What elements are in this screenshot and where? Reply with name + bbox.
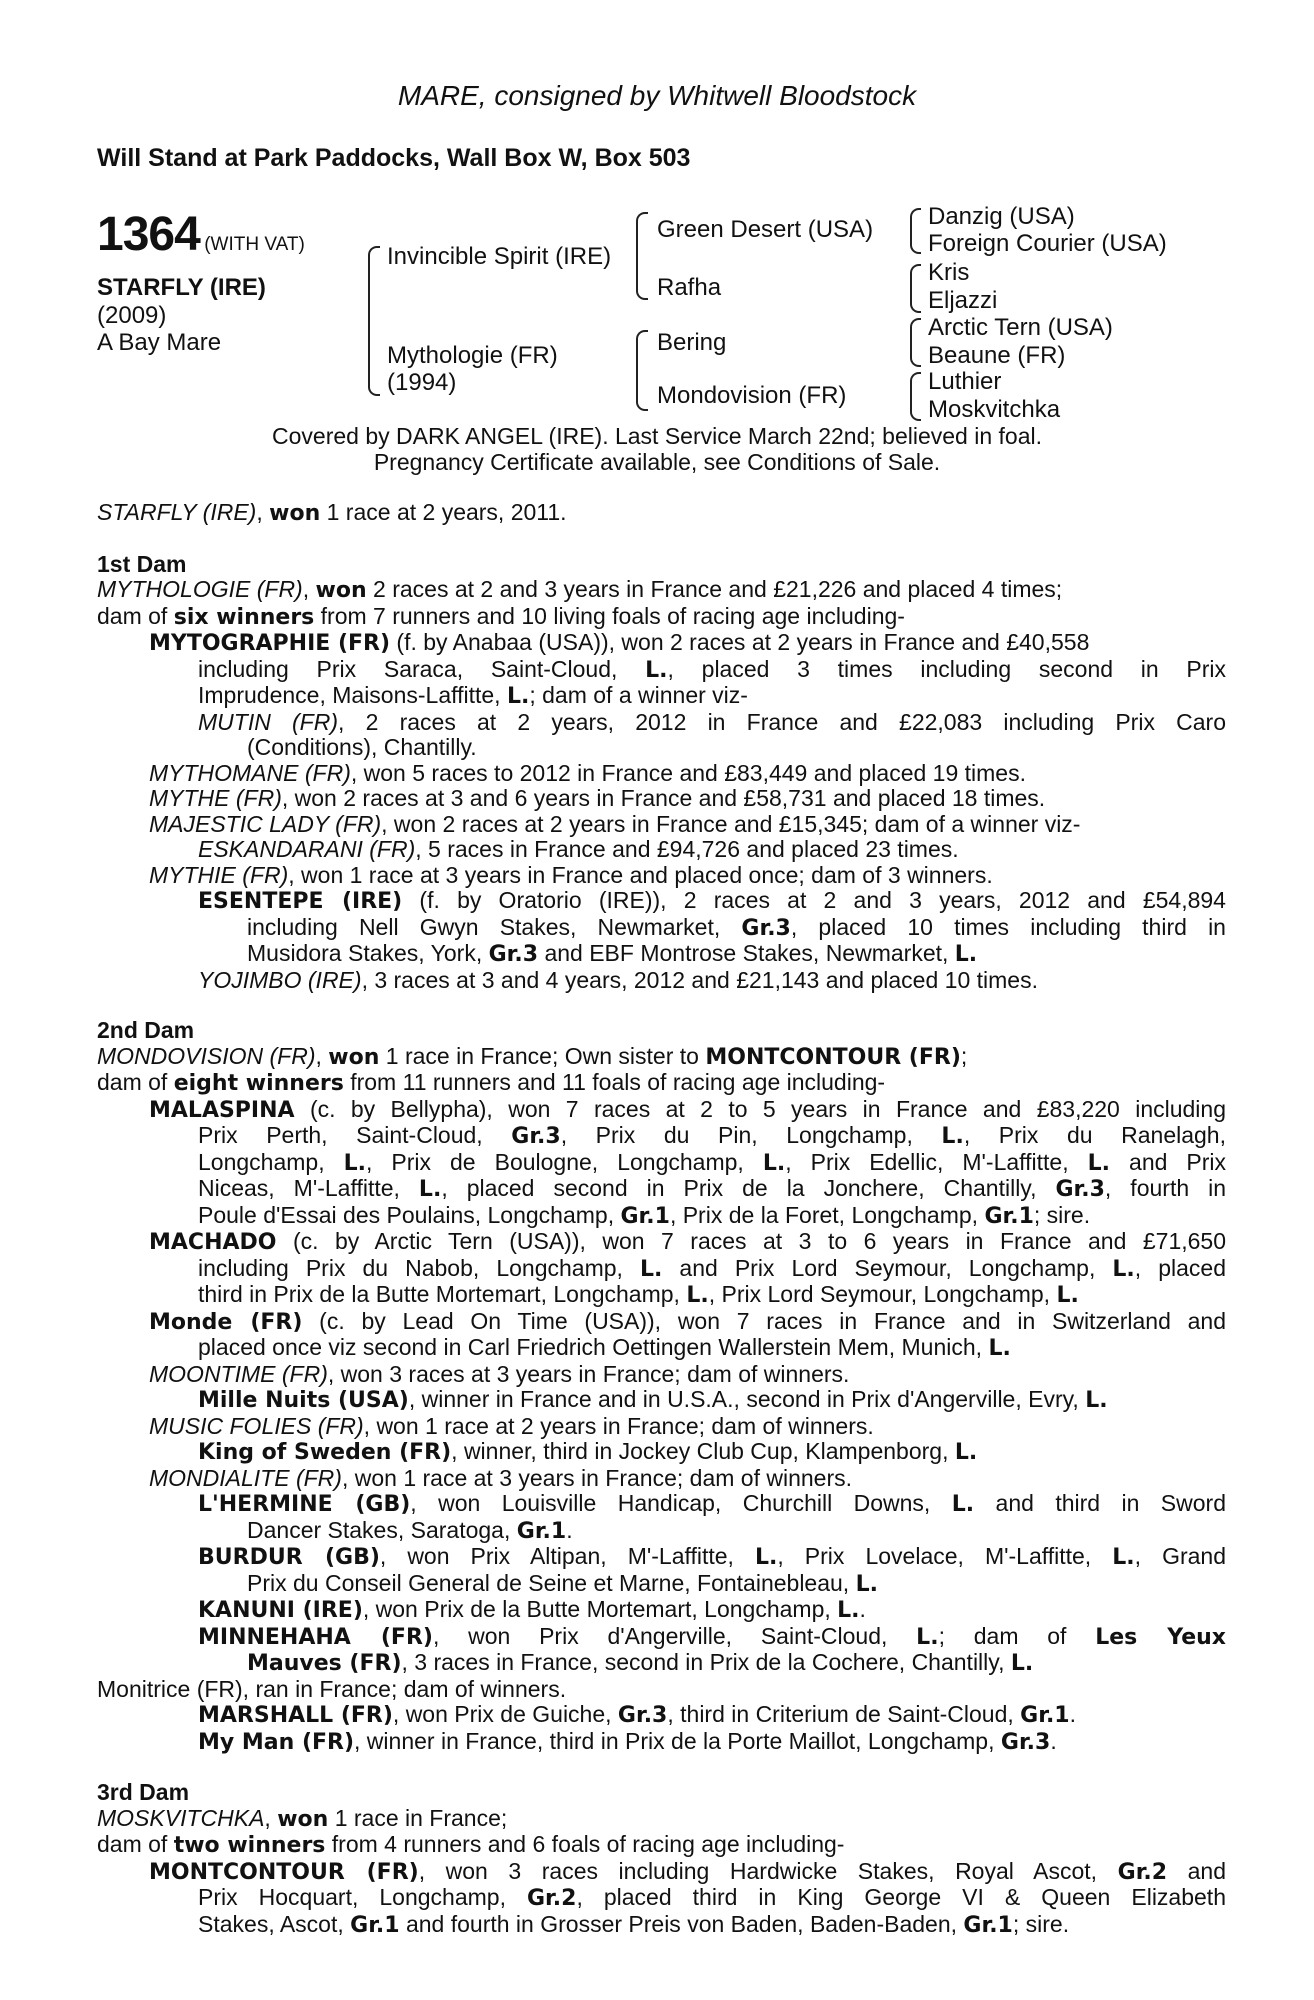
pedigree-brace-ss (910, 208, 921, 254)
text: (c. by Lead On Time (USA)), won 7 races in France and in Switzerland and (302, 1307, 1226, 1334)
second-dam-heading: 2nd Dam (97, 1017, 195, 1043)
list-item (97, 1729, 1226, 1756)
grade: L. (1112, 1256, 1135, 1282)
text: , Grand (1134, 1543, 1226, 1569)
pedigree-dsd: Beaune (FR) (928, 342, 1066, 369)
text: from 11 runners and 11 foals of racing age including- (343, 1069, 886, 1095)
pedigree-sss: Danzig (USA) (928, 203, 1075, 230)
list-item (97, 1624, 1226, 1651)
text: Longchamp, (198, 1148, 344, 1175)
list-item-cont (97, 1335, 1226, 1362)
grade: Gr.3 (617, 1703, 668, 1728)
horse-name: Mauves (FR) (247, 1651, 402, 1676)
grade: L. (916, 1624, 939, 1650)
list-item-cont (97, 1885, 1226, 1912)
grade: L. (762, 1150, 786, 1176)
horse-name: MONDIALITE (FR) (149, 1464, 342, 1491)
first-dam-rest: 2 races at 2 and 3 years in France and £21,226 and placed 4 times; (366, 576, 1063, 602)
text: 1 race in France; Own sister to (379, 1042, 706, 1069)
text: won (328, 1044, 380, 1070)
pregnancy-note: Pregnancy Certificate available, see Conditions of Sale. (373, 449, 941, 475)
text: , won Prix de Guiche, (392, 1701, 618, 1727)
list-item (97, 1097, 1226, 1124)
text: from 4 runners and 6 foals of racing age including- (325, 1831, 845, 1857)
text: , won 2 races at 3 and 6 years in France and £58,731 and placed 18 times. (281, 785, 1046, 811)
list-item-cont (97, 1650, 1226, 1677)
grade: L. (1112, 1545, 1135, 1570)
second-dam-produce-line (97, 1070, 1226, 1097)
lot-block (97, 207, 305, 262)
text: including Prix Saraca, Saint-Cloud, (198, 655, 646, 682)
horse-name: MUSIC FOLIES (FR) (149, 1412, 364, 1439)
list-item-cont (97, 1203, 1226, 1230)
grade: L. (1010, 1651, 1034, 1676)
text: , third in Criterium de Saint-Cloud, (667, 1701, 1021, 1727)
grade: Gr.3 (1000, 1729, 1051, 1755)
pedigree-dam-dam: Mondovision (FR) (657, 382, 847, 409)
grade: L. (1056, 1283, 1079, 1308)
first-dam-name: MYTHOLOGIE (FR) (97, 576, 303, 602)
text: Prix Hocquart, Longchamp, (198, 1884, 527, 1910)
text: , won Prix de la Butte Mortemart, Longchamp, (362, 1596, 838, 1622)
list-item-cont (97, 1256, 1226, 1283)
pedigree-dam: Mythologie (FR) (387, 342, 558, 369)
pedigree-brace-ds (910, 318, 921, 367)
horse-name: ESKANDARANI (FR) (198, 836, 416, 862)
grade: Gr.1 (620, 1203, 670, 1229)
pedigree-dam-year: (1994) (387, 369, 457, 396)
text: third in Prix de la Butte Mortemart, Longchamp, (198, 1281, 687, 1307)
list-item-cont (97, 1123, 1226, 1150)
list-item (97, 1544, 1226, 1571)
first-dam-won: won (315, 578, 367, 603)
text: , won Prix d'Angerville, Saint-Cloud, (432, 1622, 917, 1649)
text: Prix Perth, Saint-Cloud, (198, 1122, 512, 1148)
horse-name: ESENTEPE (IRE) (198, 889, 403, 914)
winners-count: two winners (173, 1833, 326, 1858)
horse-name: Monde (FR) (149, 1309, 303, 1335)
horse-description: A Bay Mare (97, 329, 222, 356)
text: Niceas, M'-Laffitte, (198, 1175, 419, 1201)
text: dam of (97, 1831, 174, 1857)
grade: Gr.2 (527, 1886, 577, 1911)
pedigree-sdd: Eljazzi (928, 287, 998, 314)
list-item (97, 1466, 1226, 1492)
text: , winner in France, third in Prix de la Porte Maillot, Longchamp, (354, 1727, 1001, 1754)
third-dam-line: MOSKVITCHKA, won 1 race in France; (97, 1804, 508, 1832)
text: , placed 3 times including second in Prix (667, 655, 1226, 682)
text: and fourth in Grosser Preis von Baden, Baden-Baden, (399, 1910, 964, 1937)
list-item-cont (97, 657, 1226, 684)
list-item-cont (97, 941, 1226, 968)
third-dam-name: MOSKVITCHKA (97, 1804, 265, 1831)
text: Stakes, Ascot, (198, 1910, 351, 1937)
lot-number: 1364 (97, 208, 200, 261)
grade: L. (639, 1256, 663, 1282)
grade: L. (954, 1440, 978, 1465)
list-item (97, 1597, 1226, 1624)
text: , placed (1134, 1254, 1227, 1281)
grade: L. (988, 1336, 1011, 1361)
pedigree-brace-dam (636, 330, 648, 411)
horse-name: MOONTIME (FR) (149, 1360, 328, 1387)
list-item (97, 630, 1226, 657)
text: (c. by Bellypha), won 7 races at 2 to 5 years in France and £83,220 including (294, 1095, 1226, 1122)
grade: Gr.1 (516, 1518, 567, 1544)
text: Poule d'Essai des Poulains, Longchamp, (198, 1201, 621, 1228)
grade: Gr.3 (511, 1124, 561, 1149)
list-item (97, 1387, 1226, 1414)
list-item (97, 1702, 1226, 1729)
vat-note: (WITH VAT) (204, 234, 305, 255)
first-dam-produce-line (97, 604, 1226, 631)
covered-note: Covered by DARK ANGEL (IRE). Last Service March 22nd; believed in foal. (272, 423, 1042, 449)
text: , fourth in (1104, 1175, 1227, 1201)
grade: L. (343, 1150, 366, 1176)
horse-name: MALASPINA (149, 1097, 295, 1123)
pedigree-brace-dd (910, 372, 921, 421)
text: ; dam of a winner viz- (529, 682, 748, 708)
text: 1 race in France; (328, 1804, 508, 1831)
text: , won 5 races to 2012 in France and £83,449 and placed 19 times. (350, 759, 1026, 786)
horse-name: Les Yeux (1095, 1624, 1226, 1650)
horse-name: MUTIN (FR) (198, 708, 338, 735)
text: , 3 races in France, second in Prix de la Cochere, Chantilly, (401, 1649, 1011, 1675)
list-item-cont (97, 1518, 1226, 1545)
list-item-cont (97, 1176, 1226, 1203)
third-dam-produce-line (97, 1832, 1226, 1859)
text: including Prix du Nabob, Longchamp, (198, 1254, 640, 1281)
text: , Prix Lovelace, M'-Laffitte, (777, 1543, 1113, 1569)
horse-name: My Man (FR) (198, 1729, 355, 1755)
text: , Prix de la Foret, Longchamp, (669, 1201, 985, 1228)
text: , won 1 race at 3 years in France; dam of winners. (341, 1464, 853, 1491)
list-item-cont (97, 915, 1226, 942)
text: , placed third in King George VI & Queen Elizabeth (576, 1884, 1226, 1910)
text: ; sire. (1033, 1201, 1091, 1228)
grade: L. (1087, 1150, 1111, 1176)
grade: L. (506, 684, 530, 709)
grade: L. (686, 1283, 709, 1308)
text: Imprudence, Maisons-Laffitte, (198, 682, 507, 708)
horse-name: MYTHIE (FR) (149, 861, 289, 888)
text: ; sire. (1012, 1910, 1070, 1937)
text: , won 1 race at 2 years in France; dam of winners. (363, 1412, 874, 1439)
text: . (1050, 1727, 1057, 1754)
winners-count: eight winners (173, 1071, 344, 1096)
grade: L. (418, 1177, 442, 1202)
winners-count: six winners (173, 604, 315, 630)
text: , winner in France and in U.S.A., second in Prix d'Angerville, Evry, (408, 1386, 1086, 1412)
horse-name: MINNEHAHA (FR) (198, 1624, 433, 1650)
pedigree-sds: Kris (928, 259, 970, 286)
grade: L. (837, 1598, 860, 1623)
horse-name: STARFLY (IRE) (97, 274, 266, 301)
horse-name: KANUNI (IRE) (198, 1598, 363, 1623)
grade: L. (754, 1545, 778, 1570)
list-item (97, 1362, 1226, 1388)
text: Musidora Stakes, York, (247, 940, 489, 966)
text: including Nell Gwyn Stakes, Newmarket, (247, 913, 742, 940)
horse-name: Mille Nuits (USA) (198, 1388, 409, 1413)
grade: L. (855, 1571, 878, 1597)
grade: Gr.3 (741, 915, 791, 941)
text: . (859, 1596, 866, 1622)
text: Prix du Conseil General de Seine et Marne, Fontainebleau, (247, 1569, 856, 1596)
text: , won 1 race at 3 years in France and placed once; dam of 3 winners. (288, 861, 993, 888)
page-title: MARE, consigned by Whitwell Bloodstock (397, 80, 917, 111)
text: from 7 runners and 10 living foals of racing age including- (314, 602, 905, 629)
text: (Conditions), Chantilly. (247, 734, 477, 760)
text: , placed 10 times including third in (790, 913, 1226, 940)
pedigree-brace-sd (910, 264, 921, 313)
first-dam-heading: 1st Dam (97, 550, 187, 577)
list-item-cont (97, 1282, 1226, 1309)
text: , 3 races at 3 and 4 years, 2012 and £21,143 and placed 10 times. (361, 966, 1038, 993)
pedigree-sire-dam: Rafha (657, 274, 722, 301)
grade: Gr.1 (984, 1203, 1034, 1229)
pedigree-sire: Invincible Spirit (IRE) (387, 243, 612, 270)
list-item-cont (97, 1150, 1226, 1177)
text: , won 3 races including Hardwicke Stakes, Royal Ascot, (418, 1857, 1118, 1884)
pedigree-brace-sire (636, 212, 648, 300)
text: , won Louisville Handicap, Churchill Downs, (410, 1490, 952, 1516)
intro-won: won (269, 501, 321, 526)
horse-name: MYTHE (FR) (149, 785, 282, 811)
text: , 2 races at 2 years, 2012 in France and £22,083 including Prix Caro (338, 708, 1227, 735)
catalogue-body (97, 500, 1226, 1938)
text: ; (960, 1042, 968, 1069)
grade: Gr.3 (488, 942, 539, 967)
text: (f. by Oratorio (IRE)), 2 races at 2 and 3 years, 2012 and £54,894 (402, 887, 1226, 913)
pedigree-ssd: Foreign Courier (USA) (928, 230, 1167, 257)
grade: Gr.1 (350, 1912, 400, 1938)
horse-name: MYTHOMANE (FR) (149, 759, 351, 786)
list-item-cont (97, 735, 1226, 761)
list-item (97, 1439, 1226, 1466)
list-item-cont (97, 1571, 1226, 1598)
text: , won 3 races at 3 years in France; dam of winners. (327, 1360, 850, 1387)
list-item (97, 968, 1226, 994)
grade: Gr.1 (1020, 1703, 1070, 1728)
text: and Prix Lord Seymour, Longchamp, (662, 1254, 1113, 1281)
list-item (97, 1309, 1226, 1336)
list-item (97, 710, 1226, 736)
intro-rest: 1 race at 2 years, 2011. (320, 499, 567, 525)
second-dam-name: MONDOVISION (FR) (97, 1042, 316, 1069)
text: , winner, third in Jockey Club Cup, Klampenborg, (451, 1438, 955, 1464)
list-item (97, 812, 1226, 838)
grade: L. (954, 942, 978, 967)
horse-name: MONTCONTOUR (FR) (705, 1044, 961, 1070)
second-dam-line: MONDOVISION (FR), won 1 race in France; Own sister to MONTCONTOUR (FR); (97, 1042, 968, 1070)
text: , Prix du Pin, Longchamp, (560, 1122, 942, 1148)
intro-line: STARFLY (IRE), won 1 race at 2 years, 2011. (97, 499, 567, 526)
horse-year: (2009) (97, 302, 167, 329)
text: dam of (97, 1069, 174, 1095)
horse-name: MAJESTIC LADY (FR) (149, 810, 382, 837)
grade: Gr.2 (1117, 1859, 1168, 1885)
text: and (1167, 1857, 1227, 1884)
text: , Prix du Ranelagh, (963, 1122, 1226, 1148)
horse-name: MARSHALL (FR) (198, 1703, 393, 1728)
list-item (97, 786, 1226, 812)
horse-name: MACHADO (149, 1230, 277, 1255)
list-item (97, 837, 1226, 863)
pedigree-dss: Arctic Tern (USA) (928, 314, 1113, 341)
pedigree-ddd: Moskvitchka (928, 396, 1061, 423)
list-item (97, 1491, 1226, 1518)
grade: Gr.3 (1055, 1177, 1105, 1202)
stand-location: Will Stand at Park Paddocks, Wall Box W, Box 503 (97, 144, 691, 172)
text: , Prix de Boulogne, Longchamp, (366, 1148, 763, 1175)
list-item (97, 761, 1226, 787)
first-dam-line: MYTHOLOGIE (FR), won 2 races at 2 and 3 years in France and £21,226 and placed 4 times; (97, 576, 1063, 603)
list-item-cont (97, 1912, 1226, 1939)
text: and third in Sword (974, 1490, 1226, 1516)
list-item-cont (97, 683, 1226, 710)
horse-name: MYTOGRAPHIE (FR) (149, 631, 391, 656)
text: , placed second in Prix de la Jonchere, Chantilly, (441, 1175, 1056, 1201)
grade: Gr.1 (963, 1912, 1013, 1938)
text: (c. by Arctic Tern (USA)), won 7 races at 3 to 6 years in France and £71,650 (276, 1228, 1226, 1254)
horse-name: King of Sweden (FR) (198, 1440, 452, 1465)
pedigree-brace-main (368, 246, 380, 396)
text: . (1069, 1701, 1076, 1727)
list-item (97, 888, 1226, 915)
list-item (97, 1859, 1226, 1886)
pedigree-sire-sire: Green Desert (USA) (657, 216, 874, 243)
grade: L. (941, 1124, 964, 1149)
text: , won 2 races at 2 years in France and £15,345; dam of a winner viz- (381, 810, 1081, 837)
third-dam-heading: 3rd Dam (97, 1779, 190, 1805)
horse-name: MONTCONTOUR (FR) (149, 1859, 419, 1885)
text: Dancer Stakes, Saratoga, (247, 1516, 517, 1543)
pedigree-dam-sire: Bering (657, 329, 727, 356)
text: and Prix (1110, 1148, 1227, 1175)
text: , 5 races in France and £94,726 and placed 23 times. (415, 836, 959, 862)
text: placed once viz second in Carl Friedrich Oettingen Wallerstein Mem, Munich, (198, 1334, 989, 1360)
text: ; dam of (938, 1622, 1096, 1649)
grade: L. (951, 1492, 975, 1517)
pedigree-dds: Luthier (928, 368, 1002, 395)
grade: L. (1085, 1388, 1108, 1413)
text: , Prix Edellic, M'-Laffitte, (785, 1148, 1088, 1175)
horse-name: L'HERMINE (GB) (198, 1492, 411, 1517)
grade: L. (645, 657, 668, 683)
list-item (97, 863, 1226, 889)
horse-name: YOJIMBO (IRE) (198, 966, 362, 993)
text: won (277, 1806, 329, 1832)
list-item: Monitrice (FR), ran in France; dam of winners. (97, 1675, 567, 1702)
text: dam of (97, 602, 174, 629)
text: , won Prix Altipan, M'-Laffitte, (379, 1543, 755, 1569)
intro-name: STARFLY (IRE) (97, 499, 257, 525)
list-item (97, 1414, 1226, 1440)
text: . (566, 1516, 573, 1543)
list-item (97, 1229, 1226, 1256)
text: , Prix Lord Seymour, Longchamp, (708, 1281, 1057, 1307)
text: and EBF Montrose Stakes, Newmarket, (538, 940, 955, 966)
text: (f. by Anabaa (USA)), won 2 races at 2 years in France and £40,558 (390, 629, 1090, 655)
horse-name: BURDUR (GB) (198, 1545, 380, 1570)
